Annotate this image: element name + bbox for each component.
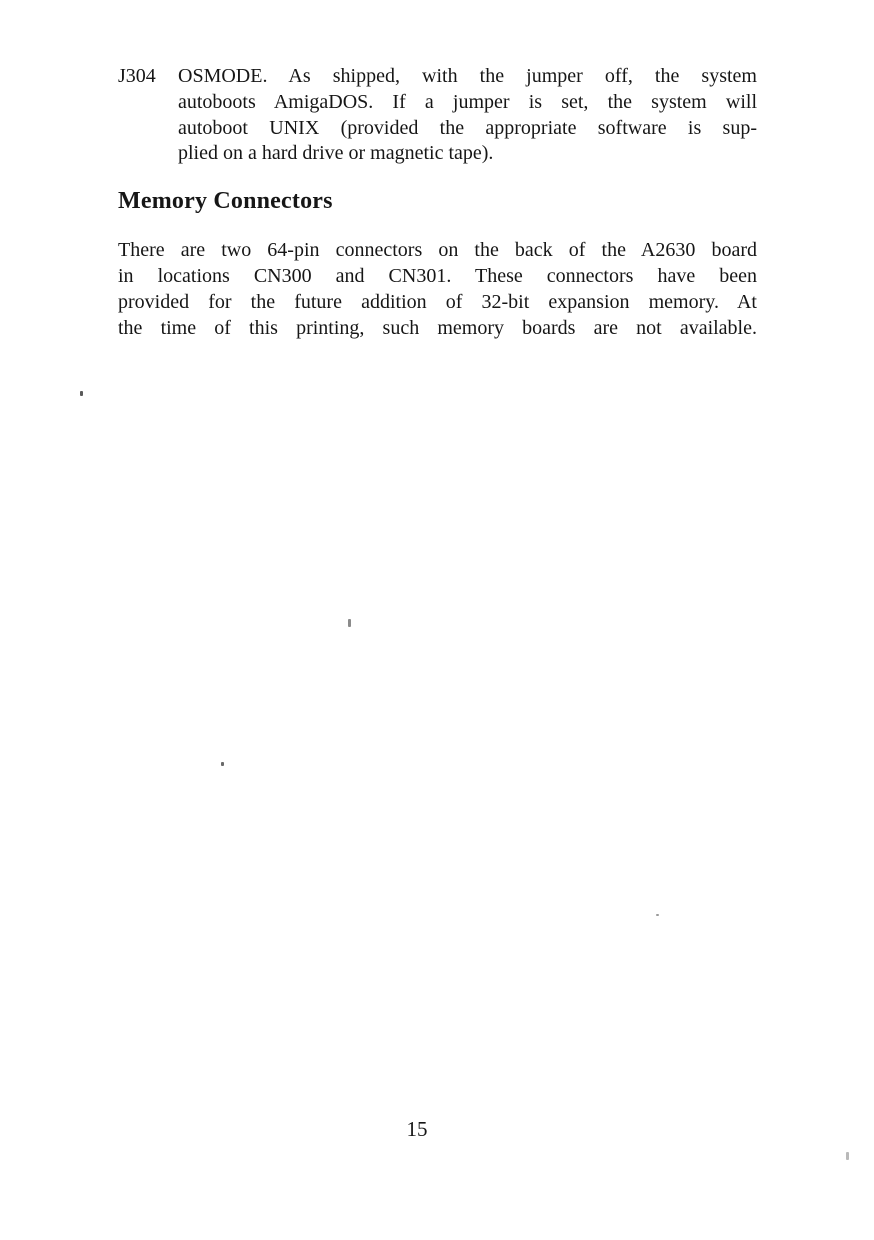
text-line: the time of this printing, such memory boards are not available. xyxy=(118,316,757,339)
page-content xyxy=(118,64,757,341)
jumper-entry-j304 xyxy=(118,64,757,167)
text-line: plied on a hard drive or magnetic tape). xyxy=(178,142,494,165)
section-paragraph xyxy=(118,238,757,341)
text-line: autoboot UNIX (provided the appropriate software is sup- xyxy=(178,116,757,139)
text-line: OSMODE. As shipped, with the jumper off, the system xyxy=(178,65,757,87)
text-line: in locations CN300 and CN301. These connectors have been xyxy=(118,264,757,287)
scan-speck xyxy=(846,1152,849,1160)
page-number: 15 xyxy=(406,1117,428,1141)
scan-speck xyxy=(348,619,351,627)
scan-speck xyxy=(656,914,659,916)
section-heading: Memory Connectors xyxy=(118,188,333,215)
text-line: provided for the future addition of 32-bit expansion memory. At xyxy=(118,290,757,313)
jumper-label: J304 xyxy=(118,65,156,87)
text-line: There are two 64-pin connectors on the back of the A2630 board xyxy=(118,239,757,262)
scan-speck xyxy=(221,762,224,766)
jumper-description xyxy=(178,64,757,167)
text-line: autoboots AmigaDOS. If a jumper is set, the system will xyxy=(178,90,757,113)
scan-speck xyxy=(80,391,83,396)
